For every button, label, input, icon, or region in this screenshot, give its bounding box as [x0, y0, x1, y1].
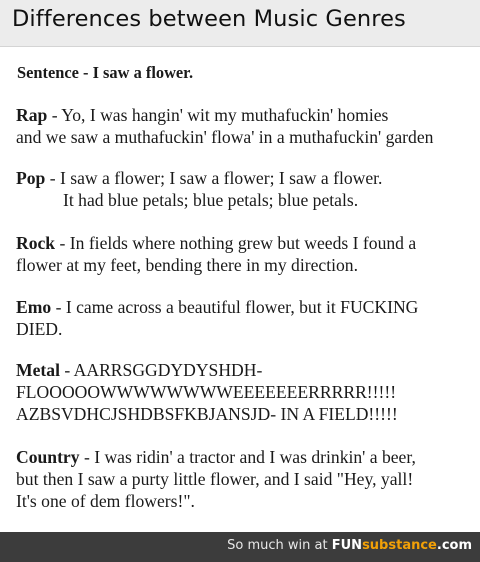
- header-bar: [0, 0, 480, 47]
- genre-metal-label: Metal: [16, 360, 60, 380]
- genre-emo-line-1: [16, 296, 418, 318]
- genre-metal-line-2: FLOOOOOWWWWWWWWEEEEEEERRRRR!!!!!: [16, 382, 397, 402]
- genre-emo-line-2: DIED.: [16, 319, 63, 339]
- genre-country-line-2: but then I saw a purty little flower, and I said "Hey, yall!: [16, 469, 414, 489]
- genre-emo-text-1: - I came across a beautiful flower, but it FUCKING: [51, 297, 419, 317]
- genre-metal-line-1: [16, 359, 262, 381]
- genre-metal-line-3: AZBSVDHCJSHDBSFKBJANSJD- IN A FIELD!!!!!: [16, 404, 398, 424]
- genre-pop-label: Pop: [16, 168, 46, 188]
- sentence-line: [17, 62, 193, 84]
- genre-country-line-3: It's one of dem flowers!".: [16, 491, 195, 511]
- watermark-brand-tld: .com: [436, 538, 472, 553]
- genre-rap-label: Rap: [16, 105, 48, 125]
- watermark-brand[interactable]: [332, 538, 472, 553]
- sentence-text: I saw a flower.: [92, 63, 194, 82]
- genre-pop-line-1: [16, 167, 382, 189]
- watermark-text: [227, 538, 472, 553]
- genre-pop-line-2: It had blue petals; blue petals; blue petals.: [63, 190, 359, 210]
- genre-rock-label: Rock: [16, 233, 56, 253]
- genre-rock-text-1: - In fields where nothing grew but weeds I found a: [55, 233, 417, 253]
- genre-country-text-1: - I was ridin' a tractor and I was drinkin' a beer,: [79, 447, 416, 467]
- sentence-label: Sentence -: [17, 63, 89, 82]
- genre-comparison-text: [0, 46, 480, 532]
- page-title: Differences between Music Genres: [12, 6, 406, 32]
- genre-country-line-1: [16, 446, 416, 468]
- genre-pop-text-1: - I saw a flower; I saw a flower; I saw a flower.: [45, 168, 383, 188]
- watermark-brand-substance: substance: [362, 538, 437, 553]
- genre-rock-line-2: flower at my feet, bending there in my direction.: [16, 255, 358, 275]
- watermark-brand-fun: FUN: [331, 538, 363, 553]
- genre-emo-label: Emo: [16, 297, 52, 317]
- genre-metal-text-1: - AARRSGGDYDYSHDH-: [59, 360, 263, 380]
- genre-rock-line-1: [16, 232, 416, 254]
- genre-rap-line-2: and we saw a muthafuckin' flowa' in a muthafuckin' garden: [16, 127, 434, 147]
- watermark-footer: [0, 532, 480, 562]
- genre-rap-line-1: [16, 104, 388, 126]
- watermark-prefix: So much win at: [227, 538, 328, 553]
- genre-rap-text-1: - Yo, I was hangin' wit my muthafuckin' homies: [47, 105, 389, 125]
- genre-country-label: Country: [16, 447, 80, 467]
